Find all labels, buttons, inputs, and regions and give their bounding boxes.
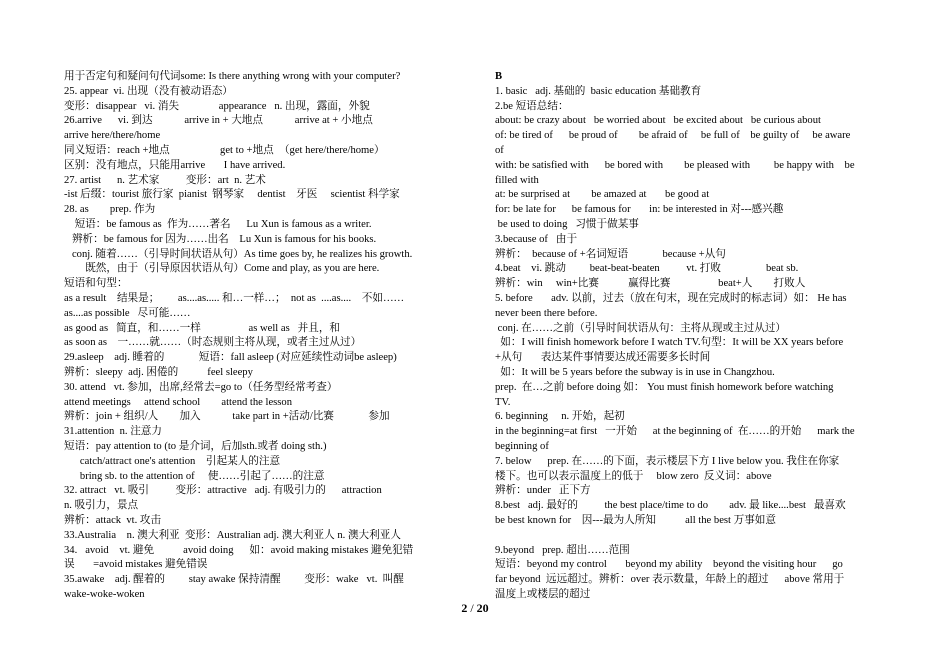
- text-line: of: be tired of be proud of be afraid of be full of be guilty of be aware: [495, 130, 851, 142]
- text-line: 35.awake adj. 醒着的 stay awake 保持清醒 变形：wake vt. 叫醒: [64, 574, 404, 586]
- text-line: 辨析：be famous for 因为……出名 Lu Xun is famous for his books.: [64, 233, 377, 245]
- text-line: 辨析：attack vt. 攻击: [64, 514, 162, 526]
- text-line: as good as 简直，和……一样 as well as 并且，和: [64, 322, 341, 334]
- text-line: 如：It will be 5 years before the subway is in use in Changzhou.: [495, 366, 775, 378]
- text-line: 同义短语：reach +地点 get to +地点 （get here/there/home）: [64, 144, 385, 156]
- text-line: as....as possible 尽可能……: [64, 307, 191, 319]
- text-line: 25. appear vi. 出现（没有被动语态）: [64, 85, 233, 97]
- text-line: 短语：beyond my control beyond my ability beyond the visiting hour go: [495, 559, 843, 571]
- text-line: 如：I will finish homework before I watch TV.句型：It will be XX years before: [495, 337, 844, 349]
- total-pages: 20: [476, 601, 489, 615]
- text-line: 1. basic adj. 基础的 basic education 基础教育: [495, 85, 702, 97]
- text-line: 辨析：sleepy adj. 困倦的 feel sleepy: [64, 366, 253, 378]
- text-line: 楼下。也可以表示温度上的低于 blow zero 反义词：above: [495, 470, 772, 482]
- text-line: in the beginning=at first 一开始 at the beginning of 在……的开始 mark the: [495, 426, 855, 438]
- text-line: 辨析：under 正下方: [495, 485, 591, 497]
- text-line: 2.be 短语总结：: [495, 100, 569, 112]
- text-line: 9.beyond prep. 超出……范围: [495, 544, 630, 556]
- text-line: 用于否定句和疑问句代词some: Is there anything wrong with your computer?: [64, 71, 401, 82]
- text-line: 29.asleep adj. 睡着的 短语：fall asleep (对应延续性动词be asleep): [64, 352, 397, 364]
- text-line: at: be surprised at be amazed at be good at: [495, 189, 710, 201]
- text-line: 变形：disappear vi. 消失 appearance n. 出现，露面，外貌: [64, 100, 370, 112]
- text-line: 短语：pay attention to (to 是介词，后加sth.或者 doing sth.): [64, 440, 327, 452]
- text-line: wake-woke-woken: [64, 588, 145, 600]
- text-line: bring sb. to the attention of 使……引起了……的注意: [64, 470, 325, 482]
- text-line: 既然，由于（引导原因状语从句）Come and play, as you are here.: [64, 263, 380, 275]
- text-line: 8.best adj. 最好的 the best place/time to do adv. 最 like....best 最喜欢: [495, 500, 846, 512]
- text-line: B: [495, 71, 503, 82]
- text-line: be best known for 因---最为人所知 all the best 万事如意: [495, 514, 776, 526]
- text-line: 34. avoid vt. 避免 avoid doing 如：avoid making mistakes 避免犯错: [64, 544, 414, 556]
- text-line: n. 吸引力，景点: [64, 500, 139, 512]
- text-line: 辨析：join + 组织/人 加入 take part in +活动/比赛 参加: [64, 411, 390, 423]
- text-line: 温度上或楼层的超过: [495, 588, 591, 600]
- text-line: filled with: [495, 174, 539, 186]
- text-line: for: be late for be famous for in: be interested in 对---感兴趣: [495, 204, 784, 216]
- text-line: TV.: [495, 396, 511, 408]
- text-line: as soon as 一……就……（时态规则主将从现，或者主过从过）: [64, 337, 362, 349]
- text-line: 26.arrive vi. 到达 arrive in + 大地点 arrive at + 小地点: [64, 115, 373, 127]
- text-line: 27. artist n. 艺术家 变形：art n. 艺术: [64, 174, 266, 186]
- text-line: far beyond 远远超过。辨析：over 表示数量，年龄上的超过 above 常用于: [495, 574, 845, 586]
- text-line: 3.because of 由于: [495, 233, 578, 245]
- text-line: 辨析：win win+比赛 赢得比赛 beat+人 打败人: [495, 278, 806, 290]
- text-line: 误 =avoid mistakes 避免错误: [64, 559, 208, 571]
- text-line: 31.attention n. 注意力: [64, 426, 162, 438]
- text-line: [495, 529, 888, 544]
- text-line: attend meetings attend school attend the lesson: [64, 396, 293, 408]
- text-line: with: be satisfied with be bored with be pleased with be happy with be: [495, 159, 855, 171]
- text-line: -ist 后缀：tourist 旅行家 pianist 钢琴家 dentist 牙医 scientist 科学家: [64, 189, 400, 201]
- text-line: 30. attend vt. 参加，出席,经常去=go to（任务型经常考查）: [64, 381, 338, 393]
- text-line: 6. beginning n. 开始，起初: [495, 411, 625, 423]
- text-line: of: [495, 144, 504, 156]
- text-line: 短语：be famous as 作为……著名 Lu Xun is famous as a writer.: [64, 218, 372, 230]
- page-separator: /: [467, 601, 477, 615]
- text-line: about: be crazy about be worried about be excited about be curious about: [495, 115, 821, 127]
- text-line: 33.Australia n. 澳大利亚 变形：Australian adj. 澳大利亚人 n. 澳大利亚人: [64, 529, 401, 541]
- left-column: [64, 70, 457, 603]
- text-line: 辨析： because of +名词短语 because +从句: [495, 248, 726, 260]
- text-line: 32. attract vt. 吸引 变形：attractive adj. 有吸引力的 attraction: [64, 485, 382, 497]
- right-column: [495, 70, 888, 603]
- text-line: conj. 在……之前（引导时间状语从句：主将从现或主过从过）: [495, 322, 787, 334]
- text-line: be used to doing 习惯于做某事: [495, 218, 639, 230]
- text-line: 28. as prep. 作为: [64, 204, 156, 216]
- text-line: catch/attract one's attention 引起某人的注意: [64, 455, 281, 467]
- text-line: 短语和句型：: [64, 278, 128, 290]
- current-page: 2: [461, 601, 468, 615]
- text-line: beginning of: [495, 440, 549, 452]
- text-line: arrive here/there/home: [64, 130, 161, 142]
- text-line: prep. 在…之前 before doing 如： You must finish homework before watching: [495, 381, 834, 393]
- text-line: never been there before.: [495, 307, 598, 319]
- text-line: 4.beat vi. 跳动 beat-beat-beaten vt. 打败 beat sb.: [495, 263, 799, 275]
- text-line: 7. below prep. 在……的下面，表示楼层下方 I live below you. 我住在你家: [495, 455, 840, 467]
- text-line: conj. 随着……（引导时间状语从句）As time goes by, he realizes his growth.: [64, 248, 413, 260]
- text-line: 5. before adv. 以前，过去（放在句末，现在完成时的标志词）如： He has: [495, 292, 847, 304]
- text-line: as a result 结果是； as....as..... 和…一样…； not as ....as.... 不如……: [64, 292, 405, 304]
- text-line: 区别：没有地点，只能用arrive I have arrived.: [64, 159, 286, 171]
- text-line: +从句 表达某件事情要达成还需要多长时间: [495, 352, 711, 364]
- page-number: [0, 601, 950, 616]
